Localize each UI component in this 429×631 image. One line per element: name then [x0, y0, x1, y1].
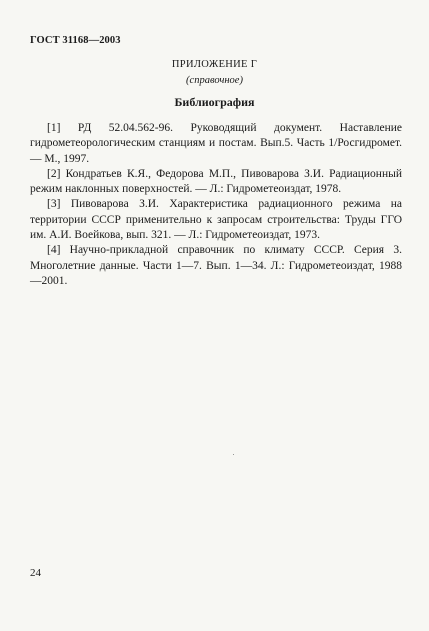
bibliography-item: [3] Пивоварова З.И. Характеристика радиационного режима на территории СССР применительно к запросам строительства: Труды ГГО им. А.И. Воейкова, вып. 321. — Л.: Гидрометеоиздат, 1973.	[30, 198, 402, 242]
bibliography-item: [4] Научно-прикладной справочник по климату СССР. Серия 3. Многолетние данные. Части 1—7. Вып. 1—34. Л.: Гидрометеоиздат, 1988—2001.	[30, 244, 402, 287]
document-code-header: ГОСТ 31168—2003	[30, 35, 121, 46]
appendix-title: ПРИЛОЖЕНИЕ Г	[171, 59, 258, 70]
page-number: 24	[30, 567, 41, 579]
scan-speck	[233, 454, 234, 455]
bibliography-item: [1] РД 52.04.562-96. Руководящий документ. Наставление гидрометеорологическим станциям и постам. Вып.5. Часть 1/Росгидромет. — М., 1997.	[30, 122, 402, 165]
appendix-note: (справочное)	[186, 75, 243, 86]
bibliography-heading: Библиография	[174, 95, 255, 109]
bibliography-list	[30, 121, 402, 289]
bibliography-item: [2] Кондратьев К.Я., Федорова М.П., Пивоварова З.И. Радиационный режим наклонных поверхностей. — Л.: Гидрометеоиздат, 1978.	[30, 167, 402, 196]
